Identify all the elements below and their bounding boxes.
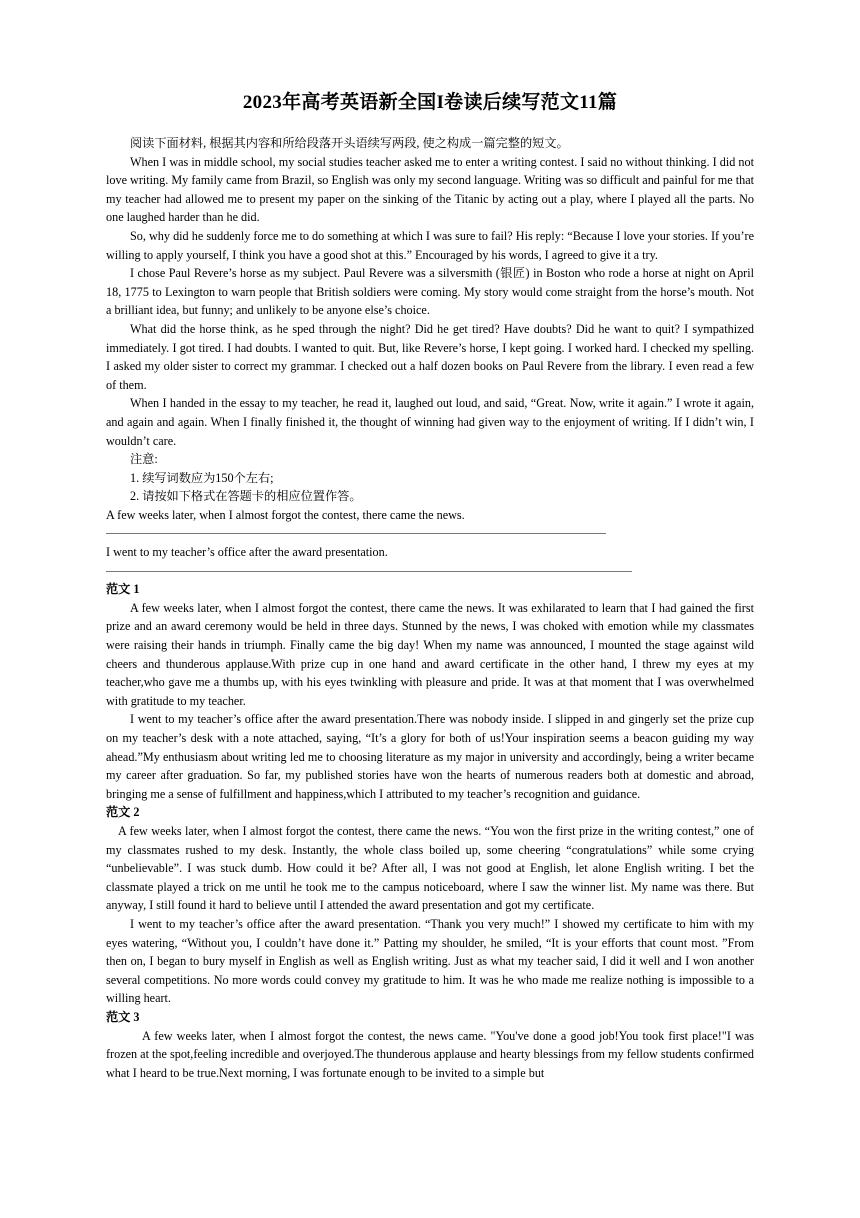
answer-line-2	[106, 562, 754, 581]
sample-3-paragraph-1: A few weeks later, when I almost forgot the contest, the news came. "You've done a good job!You took first place!"I was frozen at the spot,feeling incredible and overjoyed.The thunderous applause and hearty blessings from my fellow students confirmed what I heard to be true.Next morning, I was fortunate enough to be invited to a simple but	[106, 1028, 754, 1080]
prompt-1: A few weeks later, when I almost forgot the contest, there came the news.	[106, 507, 465, 522]
notes-label: 注意:	[130, 452, 158, 467]
prompt-2: I went to my teacher’s office after the award presentation.	[106, 545, 388, 560]
sample-2-paragraph-1: A few weeks later, when I almost forgot the contest, there came the news. “You won the first prize in the writing contest,” one of my classmates rushed to my desk. Instantly, the whole class boiled up, some cheering “congratulations” while some crying “unbelievable”. I was stuck dumb. How could it be? After all, I was not good at English, let alone English writing. I bet the classmate played a trick on me until he took me to the campus noticeboard, where I saw the winner list. My name was there. But anyway, I still found it hard to believe until I attended the award presentation and got my certificate.	[106, 823, 754, 913]
story-paragraph-3: I chose Paul Revere’s horse as my subject. Paul Revere was a silversmith (银匠) in Boston who rode a horse at night on April 18, 1775 to Lexington to warn people that British soldiers were coming. My story would come straight from the horse’s mouth. Not a brilliant idea, but funny; and unlikely to be anyone else’s choice.	[106, 266, 754, 318]
sample-2-paragraph-2: I went to my teacher’s office after the award presentation. “Thank you very much!” I showed my certificate to him with my eyes watering, “Without you, I couldn’t have done it.” Patting my shoulder, he smiled, “It is your efforts that count most. ”From then on, I began to bury myself in English as well as English writing. Just as what my teacher said, I did it well and I won another several competitions. No more words could convey my gratitude to him. It was he who made me realize nothing is impossible to a willing heart.	[106, 916, 754, 1006]
story-paragraph-2: So, why did he suddenly force me to do something at which I was sure to fail? His reply: “Because I love your stories. If you’re willing to apply yourself, I think you have a good shot at this.” Encouraged by his words, I agreed to give it a try.	[106, 228, 754, 262]
note-2: 2. 请按如下格式在答题卡的相应位置作答。	[130, 489, 362, 504]
sample-2-heading: 范文 2	[106, 805, 140, 820]
note-1: 1. 续写词数应为150个左右;	[130, 470, 274, 485]
sample-1-heading: 范文 1	[106, 582, 140, 597]
sample-1-paragraph-2: I went to my teacher’s office after the award presentation.There was nobody inside. I slipped in and gingerly set the prize cup on my teacher’s desk with a note attached, saying, “It’s a glory for both of us!Your inspiration seems a beacon guiding my way ahead.”My enthusiasm about writing led me to choosing literature as my major in university and accordingly, being a writer became my career after graduation. So far, my published stories have won the hearts of numerous readers both at domestic and abroad, bringing me a sense of fulfillment and happiness,which I attributed to my teacher’s recognition and guidance.	[106, 712, 754, 801]
document-title: 2023年高考英语新全国I卷读后续写范文11篇	[242, 92, 618, 113]
story-paragraph-5: When I handed in the essay to my teacher, he read it, laughed out loud, and said, “Great. Now, write it again.” I wrote it again, and again and again. When I finally finished it, the thought of winning had given way to the enjoyment of writing. If I didn’t win, I wouldn’t care.	[106, 396, 754, 448]
story-paragraph-1: When I was in middle school, my social studies teacher asked me to enter a writing contest. I said no without thinking. I did not love writing. My family came from Brazil, so English was only my second language. Writing was so difficult and painful for me that my teacher had allowed me to present my paper on the sinking of the Titanic by acting out a play, where I played all the parts. No one laughed harder than he did.	[106, 154, 754, 225]
instructions: 阅读下面材料, 根据其内容和所给段落开头语续写两段, 使之构成一篇完整的短文。	[130, 136, 569, 150]
sample-3-heading: 范文 3	[106, 1009, 140, 1024]
sample-1-paragraph-1: A few weeks later, when I almost forgot the contest, there came the news. It was exhilarated to learn that I had gained the first prize and an award ceremony would be held in three days. Stunned by the news, I was choked with emotion while my classmates were raising their hands in triumph. Finally came the big day! When my name was announced, I mounted the stage against wild cheers and thunderous applause.With prize cup in one hand and award certificate in the other hand, I threw my eyes at my teacher,who gave me a thumbs up, with his eyes twinkling with pleasure and pride. It was at that moment that I was overwhelmed with gratitude to my teacher.	[106, 600, 754, 708]
story-paragraph-4: What did the horse think, as he sped through the night? Did he get tired? Have doubts? Did he want to quit? I sympathized immediately. I got tired. I had doubts. I wanted to quit. But, like Revere’s horse, I kept going. I worked hard. I checked my spelling. I asked my older sister to correct my grammar. I checked out a half dozen books on Paul Revere from the library. I even read a few of them.	[106, 321, 754, 392]
answer-line-1	[106, 524, 754, 543]
